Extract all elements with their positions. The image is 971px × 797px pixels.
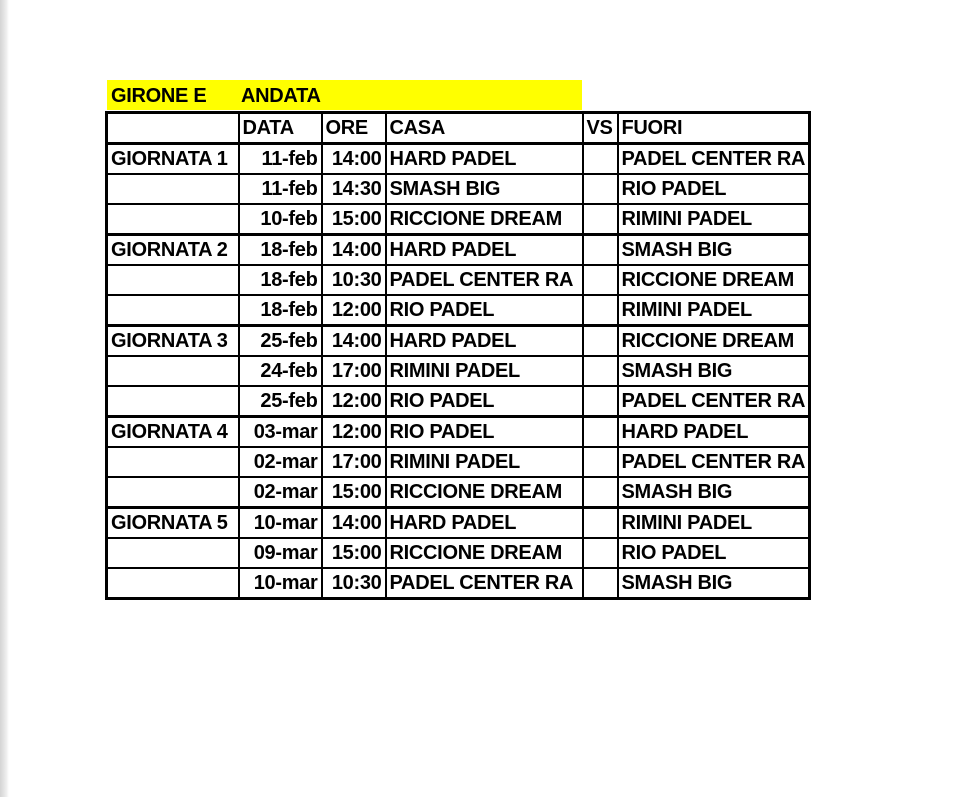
- away-team-cell: SMASH BIG: [618, 568, 810, 599]
- date-cell: 25-feb: [239, 326, 322, 357]
- table-row: [107, 386, 810, 417]
- away-team-cell: RIO PADEL: [618, 538, 810, 568]
- table-row: [107, 204, 810, 235]
- header-round: [107, 113, 239, 144]
- vs-cell: [583, 538, 618, 568]
- date-cell: 18-feb: [239, 265, 322, 295]
- table-row: [107, 477, 810, 508]
- away-team-cell: RICCIONE DREAM: [618, 326, 810, 357]
- home-team-cell: RIMINI PADEL: [386, 447, 583, 477]
- away-team-cell: SMASH BIG: [618, 356, 810, 386]
- table-row: [107, 144, 810, 175]
- home-team-cell: HARD PADEL: [386, 144, 583, 175]
- vs-cell: [583, 568, 618, 599]
- vs-cell: [583, 356, 618, 386]
- round-cell: [107, 568, 239, 599]
- round-cell: [107, 386, 239, 417]
- table-row: [107, 326, 810, 357]
- date-cell: 18-feb: [239, 295, 322, 326]
- header-away: FUORI: [618, 113, 810, 144]
- date-cell: 24-feb: [239, 356, 322, 386]
- date-cell: 10-feb: [239, 204, 322, 235]
- home-team-cell: RIO PADEL: [386, 386, 583, 417]
- date-cell: 09-mar: [239, 538, 322, 568]
- time-cell: 14:00: [322, 235, 386, 266]
- round-cell: [107, 356, 239, 386]
- away-team-cell: PADEL CENTER RA: [618, 144, 810, 175]
- date-cell: 02-mar: [239, 447, 322, 477]
- round-cell: [107, 477, 239, 508]
- time-cell: 17:00: [322, 447, 386, 477]
- header-vs: VS: [583, 113, 618, 144]
- time-cell: 14:00: [322, 144, 386, 175]
- schedule-table: [105, 111, 811, 600]
- time-cell: 12:00: [322, 295, 386, 326]
- vs-cell: [583, 386, 618, 417]
- date-cell: 10-mar: [239, 568, 322, 599]
- home-team-cell: RICCIONE DREAM: [386, 204, 583, 235]
- time-cell: 10:30: [322, 568, 386, 599]
- table-row: [107, 265, 810, 295]
- round-cell: [107, 204, 239, 235]
- vs-cell: [583, 326, 618, 357]
- home-team-cell: RIMINI PADEL: [386, 356, 583, 386]
- away-team-cell: PADEL CENTER RA: [618, 386, 810, 417]
- vs-cell: [583, 144, 618, 175]
- vs-cell: [583, 295, 618, 326]
- home-team-cell: RIO PADEL: [386, 417, 583, 448]
- header-row: [107, 113, 810, 144]
- away-team-cell: HARD PADEL: [618, 417, 810, 448]
- round-cell: GIORNATA 2: [107, 235, 239, 266]
- round-cell: [107, 295, 239, 326]
- time-cell: 14:00: [322, 326, 386, 357]
- time-cell: 12:00: [322, 386, 386, 417]
- home-team-cell: HARD PADEL: [386, 326, 583, 357]
- table-row: [107, 417, 810, 448]
- date-cell: 03-mar: [239, 417, 322, 448]
- time-cell: 12:00: [322, 417, 386, 448]
- date-cell: 11-feb: [239, 174, 322, 204]
- round-cell: GIORNATA 4: [107, 417, 239, 448]
- date-cell: 11-feb: [239, 144, 322, 175]
- round-cell: [107, 538, 239, 568]
- vs-cell: [583, 235, 618, 266]
- vs-cell: [583, 508, 618, 539]
- time-cell: 15:00: [322, 538, 386, 568]
- date-cell: 10-mar: [239, 508, 322, 539]
- page-edge-shadow: [0, 0, 9, 797]
- away-team-cell: RIMINI PADEL: [618, 295, 810, 326]
- header-time: ORE: [322, 113, 386, 144]
- vs-cell: [583, 174, 618, 204]
- group-title: GIRONE E: [111, 85, 207, 107]
- vs-cell: [583, 447, 618, 477]
- table-row: [107, 295, 810, 326]
- date-cell: 02-mar: [239, 477, 322, 508]
- table-row: [107, 538, 810, 568]
- table-row: [107, 356, 810, 386]
- table-row: [107, 174, 810, 204]
- round-cell: [107, 447, 239, 477]
- round-cell: GIORNATA 3: [107, 326, 239, 357]
- header-date: DATA: [239, 113, 322, 144]
- vs-cell: [583, 204, 618, 235]
- time-cell: 15:00: [322, 204, 386, 235]
- table-row: [107, 568, 810, 599]
- date-cell: 25-feb: [239, 386, 322, 417]
- away-team-cell: RICCIONE DREAM: [618, 265, 810, 295]
- away-team-cell: RIMINI PADEL: [618, 204, 810, 235]
- vs-cell: [583, 417, 618, 448]
- home-team-cell: SMASH BIG: [386, 174, 583, 204]
- away-team-cell: SMASH BIG: [618, 235, 810, 266]
- away-team-cell: PADEL CENTER RA: [618, 447, 810, 477]
- home-team-cell: HARD PADEL: [386, 508, 583, 539]
- round-cell: GIORNATA 1: [107, 144, 239, 175]
- home-team-cell: RICCIONE DREAM: [386, 477, 583, 508]
- home-team-cell: RIO PADEL: [386, 295, 583, 326]
- home-team-cell: PADEL CENTER RA: [386, 265, 583, 295]
- vs-cell: [583, 265, 618, 295]
- table-row: [107, 508, 810, 539]
- away-team-cell: RIO PADEL: [618, 174, 810, 204]
- phase-title: ANDATA: [241, 85, 321, 107]
- time-cell: 17:00: [322, 356, 386, 386]
- home-team-cell: RICCIONE DREAM: [386, 538, 583, 568]
- time-cell: 15:00: [322, 477, 386, 508]
- round-cell: [107, 174, 239, 204]
- round-cell: [107, 265, 239, 295]
- date-cell: 18-feb: [239, 235, 322, 266]
- time-cell: 14:30: [322, 174, 386, 204]
- time-cell: 10:30: [322, 265, 386, 295]
- table-row: [107, 235, 810, 266]
- table-row: [107, 447, 810, 477]
- home-team-cell: PADEL CENTER RA: [386, 568, 583, 599]
- away-team-cell: RIMINI PADEL: [618, 508, 810, 539]
- round-cell: GIORNATA 5: [107, 508, 239, 539]
- home-team-cell: HARD PADEL: [386, 235, 583, 266]
- header-home: CASA: [386, 113, 583, 144]
- time-cell: 14:00: [322, 508, 386, 539]
- group-header-band: [107, 80, 582, 110]
- vs-cell: [583, 477, 618, 508]
- away-team-cell: SMASH BIG: [618, 477, 810, 508]
